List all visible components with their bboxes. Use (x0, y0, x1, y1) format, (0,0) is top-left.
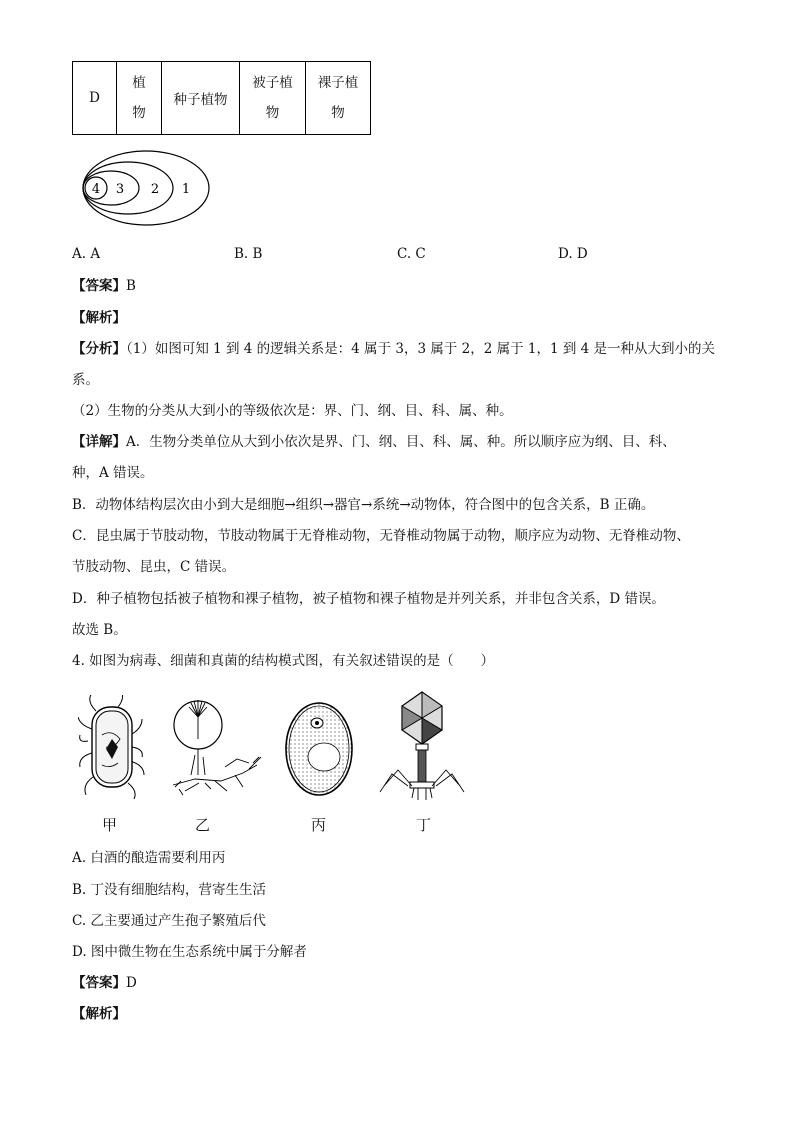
q3-option-d: D. D (558, 246, 588, 262)
q3-detail-a1: 【详解】A．生物分类单位从大到小依次是界、门、纲、目、科、属、种。所以顺序应为纲、目、科、 (72, 434, 676, 450)
q3-option-c: C. C (397, 246, 426, 262)
q3-fenxi-line3: （2）生物的分类从大到小的等级依次是：界、门、纲、目、科、属、种。 (72, 403, 513, 419)
ellipse-label-1: 1 (181, 182, 191, 197)
figure-label-yi: 乙 (195, 816, 211, 834)
q4-option-d: D. 图中微生物在生态系统中属于分解者 (72, 944, 307, 960)
ellipse-label-3: 3 (115, 182, 125, 197)
q3-option-a: A. A (72, 246, 101, 262)
table-cell-level1: 植 物 (117, 62, 162, 135)
table-row (73, 62, 371, 135)
q4-analysis-heading: 【解析】 (72, 1006, 126, 1022)
bacterium-icon (78, 695, 146, 800)
figure-label-jia: 甲 (102, 816, 118, 834)
q3-detail-a2: 种，A 错误。 (72, 465, 154, 481)
q4-option-c: C. 乙主要通过产生孢子繁殖后代 (72, 913, 266, 929)
q3-option-b: B. B (234, 246, 263, 262)
q3-detail-d: D．种子植物包括被子植物和裸子植物，被子植物和裸子植物是并列关系，并非包含关系，D 错误。 (72, 591, 665, 607)
q3-detail-c2: 节肢动物、昆虫，C 错误。 (72, 559, 236, 575)
q3-analysis-heading: 【解析】 (72, 310, 126, 326)
table-cell-level4: 裸子植 物 (306, 62, 371, 135)
q4-option-b: B. 丁没有细胞结构，营寄生生活 (72, 882, 267, 898)
figure-label-ding: 丁 (416, 816, 432, 834)
classification-table (72, 61, 371, 135)
mold-icon (165, 695, 275, 800)
table-cell-level2: 种子植物 (162, 62, 240, 135)
figure-label-bing: 丙 (311, 816, 327, 834)
ellipse-label-4: 4 (91, 182, 101, 197)
yeast-icon (282, 695, 362, 800)
q4-answer: 【答案】D (72, 975, 137, 991)
table-cell-level3: 被子植 物 (240, 62, 306, 135)
nested-ellipse-diagram (80, 148, 214, 228)
q3-detail-b: B．动物体结构层次由小到大是细胞→组织→器官→系统→动物体，符合图中的包含关系，B 正确。 (72, 497, 655, 513)
q3-answer: 【答案】B (72, 278, 136, 294)
q4-question: 4. 如图为病毒、细菌和真菌的结构模式图，有关叙述错误的是（ ） (72, 653, 495, 669)
bacteriophage-icon (378, 690, 466, 802)
q3-detail-c1: C．昆虫属于节肢动物，节肢动物属于无脊椎动物，无脊椎动物属于动物，顺序应为动物、无脊椎动物、 (72, 528, 690, 544)
q3-conclusion: 故选 B。 (72, 622, 127, 638)
table-cell-option: D (73, 62, 117, 135)
q3-fenxi-line1: 【分析】（1）如图可知 1 到 4 的逻辑关系是：4 属于 3，3 属于 2，2 属于 1，1 到 4 是一种从大到小的关 (72, 341, 716, 357)
q4-option-a: A. 白酒的酿造需要利用丙 (72, 850, 226, 866)
q3-fenxi-line2: 系。 (72, 372, 99, 388)
ellipse-label-2: 2 (150, 182, 160, 197)
